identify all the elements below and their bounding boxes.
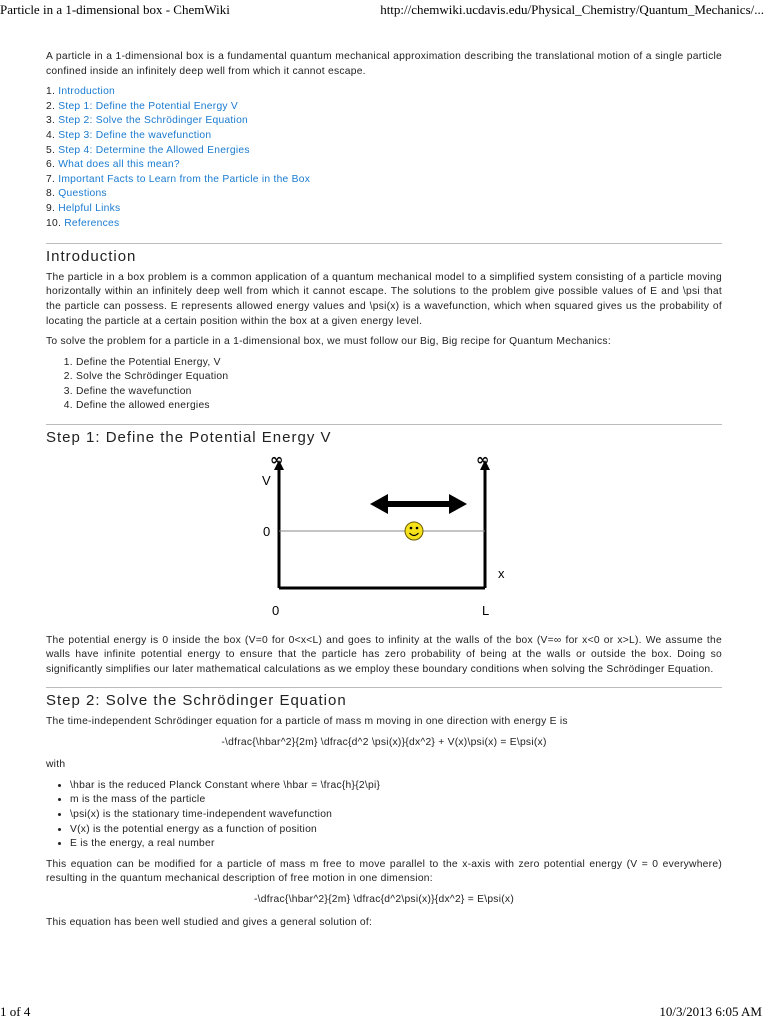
toc-link-introduction[interactable]: Introduction xyxy=(58,86,116,98)
section-heading-introduction: Introduction xyxy=(46,243,722,265)
toc-link-helpful-links[interactable]: Helpful Links xyxy=(58,202,121,214)
list-item: 1. Define the Potential Energy, V xyxy=(76,356,722,371)
toc-item: 4. Step 3: Define the wavefunction xyxy=(46,129,212,141)
list-item: • \psi(x) is the stationary time-independent wavefunction xyxy=(70,808,722,823)
list-item: 3. Define the wavefunction xyxy=(76,385,722,400)
toc-item: 10. References xyxy=(46,217,120,229)
recipe-steps-list xyxy=(46,356,722,414)
general-solution-paragraph: This equation has been well studied and gives a general solution of: xyxy=(46,916,373,928)
toc-link-questions[interactable]: Questions xyxy=(58,188,107,200)
list-item: • \hbar is the reduced Planck Constant where \hbar = \frac{h}{2\pi} xyxy=(70,779,722,794)
list-item: • V(x) is the potential energy as a function of position xyxy=(70,823,722,838)
toc-link-step4[interactable]: Step 4: Determine the Allowed Energies xyxy=(58,144,250,156)
toc-item: 1. Introduction xyxy=(46,86,116,98)
schrodinger-equation: -\dfrac{\hbar^2}{2m} \dfrac{d^2 \psi(x)}{dx^2} + V(x)\psi(x) = E\psi(x) xyxy=(221,736,547,748)
particle-smiley-icon xyxy=(405,522,423,540)
toc-item: 7. Important Facts to Learn from the Particle in the Box xyxy=(46,173,311,185)
potential-well-diagram xyxy=(46,452,722,624)
toc-item: 6. What does all this mean? xyxy=(46,159,180,171)
schrodinger-intro-paragraph: The time-independent Schrödinger equation for a particle of mass m moving in one direction with energy E is xyxy=(46,716,568,728)
toc-link-step1[interactable]: Step 1: Define the Potential Energy V xyxy=(58,100,239,112)
print-footer xyxy=(0,1002,768,1024)
v-axis-label: V xyxy=(262,472,271,488)
list-item: 4. Define the allowed energies xyxy=(76,399,722,414)
toc-link-meaning[interactable]: What does all this mean? xyxy=(58,159,180,171)
article-content xyxy=(46,50,722,936)
zero-energy-label: 0 xyxy=(263,523,271,539)
intro-paragraph: A particle in a 1-dimensional box is a fundamental quantum mechanical approximation describing the translational motion of a single particle confined inside an infinitely deep well from which it cannot escape. xyxy=(46,51,722,77)
infinity-left-label: ∞ xyxy=(270,451,284,469)
with-label: with xyxy=(46,759,66,771)
toc-link-step2[interactable]: Step 2: Solve the Schrödinger Equation xyxy=(58,115,249,127)
motion-arrow-right-head xyxy=(449,494,467,514)
list-item: • E is the energy, a real number xyxy=(70,837,722,852)
print-date: 10/3/2013 6:05 AM xyxy=(659,1004,762,1019)
toc-item: 2. Step 1: Define the Potential Energy V xyxy=(46,100,239,112)
motion-arrow-left-head xyxy=(370,494,388,514)
potential-well-svg xyxy=(46,452,722,624)
toc-link-references[interactable]: References xyxy=(64,217,120,229)
infinity-right-label: ∞ xyxy=(476,451,490,469)
section-heading-step1: Step 1: Define the Potential Energy V xyxy=(46,424,722,446)
toc-link-facts[interactable]: Important Facts to Learn from the Particle in the Box xyxy=(58,173,311,185)
section-heading-step2: Step 2: Solve the Schrödinger Equation xyxy=(46,687,722,709)
toc-item: 3. Step 2: Solve the Schrödinger Equation xyxy=(46,115,249,127)
page-url[interactable]: http://chemwiki.ucdavis.edu/Physical_Chemistry/Quantum_Mechanics/... xyxy=(380,2,764,17)
free-motion-paragraph: This equation can be modified for a particle of mass m free to move parallel to the x-axis with zero potential energy (V = 0 everywhere) resulting in the quantum mechanical description of free motion in one dimension: xyxy=(46,858,722,885)
page-title: Particle in a 1-dimensional box - ChemWiki xyxy=(0,2,230,17)
free-motion-equation: -\dfrac{\hbar^2}{2m} \dfrac{d^2\psi(x)}{dx^2} = E\psi(x) xyxy=(253,893,515,905)
print-header xyxy=(0,0,768,22)
potential-energy-paragraph: The potential energy is 0 inside the box (V=0 for 0<x<L) and goes to infinity at the walls of the box (V=∞ for x<0 or x>L). We assume the walls have infinite potential energy to ensure that the particle has zero probability of being at the walls or outside the box. Doing so significantly simplifies our later mathematical calculations as we employ these boundary conditions when solving the Schrödinger Equation. xyxy=(46,634,722,675)
recipe-paragraph: To solve the problem for a particle in a 1-dimensional box, we must follow our Big, Big recipe for Quantum Mechanics: xyxy=(46,336,611,348)
toc-link-step3[interactable]: Step 3: Define the wavefunction xyxy=(58,129,212,141)
variable-definitions-list xyxy=(46,779,722,852)
list-item: 2. Solve the Schrödinger Equation xyxy=(76,370,722,385)
page-number: 1 of 4 xyxy=(0,1004,31,1019)
length-l-label: L xyxy=(482,602,490,618)
toc-item: 8. Questions xyxy=(46,188,107,200)
x-axis-label: x xyxy=(498,565,505,581)
origin-label: 0 xyxy=(272,602,280,618)
table-of-contents xyxy=(46,85,722,231)
introduction-paragraph: The particle in a box problem is a common application of a quantum mechanical model to a simplified system consisting of a particle moving horizontally within an infinitely deep well from which it cannot escape. The solutions to the problem give possible values of E and \psi that the particle can possess. E represents allowed energy values and \psi(x) is a wavefunction, which when squared gives us the probability of locating the particle at a certain position within the box at a given energy level. xyxy=(46,271,722,327)
toc-item: 9. Helpful Links xyxy=(46,202,121,214)
list-item: • m is the mass of the particle xyxy=(70,793,722,808)
toc-item: 5. Step 4: Determine the Allowed Energies xyxy=(46,144,250,156)
